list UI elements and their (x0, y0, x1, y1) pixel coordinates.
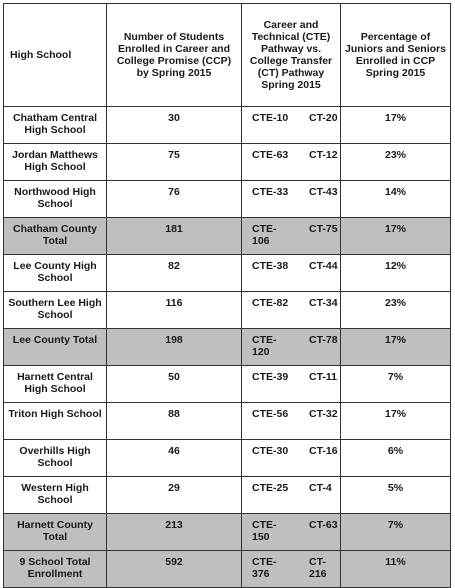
header-enrolled: Number of Students Enrolled in Career and College Promise (CCP) by Spring 2015 (107, 4, 242, 107)
ct-value: CT-43 (309, 186, 338, 198)
pathway-cell (242, 144, 341, 181)
enrolled-count-cell: 46 (107, 440, 242, 477)
table-row (4, 107, 451, 144)
school-name-cell: Overhills High School (4, 440, 107, 477)
pathway-cell (242, 403, 341, 440)
percentage-cell: 11% (341, 551, 451, 588)
enrolled-count-cell: 76 (107, 181, 242, 218)
enrolled-count-cell: 116 (107, 292, 242, 329)
ccp-enrollment-table (3, 3, 451, 588)
percentage-cell: 7% (341, 514, 451, 551)
pathway-cell (242, 551, 341, 588)
table-row (4, 477, 451, 514)
header-pathway: Career and Technical (CTE) Pathway vs. College Transfer (CT) Pathway Spring 2015 (242, 4, 341, 107)
total-row (4, 218, 451, 255)
school-name-cell: Harnett Central High School (4, 366, 107, 403)
enrolled-count-cell: 213 (107, 514, 242, 551)
cte-value: CTE-10 (252, 112, 289, 124)
total-row (4, 551, 451, 588)
cte-value: CTE-33 (252, 186, 289, 198)
school-name-cell: Harnett County Total (4, 514, 107, 551)
cte-value: CTE-38 (252, 260, 289, 272)
enrolled-count-cell: 181 (107, 218, 242, 255)
ct-value: CT-34 (309, 297, 338, 309)
percentage-cell: 17% (341, 218, 451, 255)
ct-value: CT-12 (309, 149, 338, 161)
school-name-cell: Chatham Central High School (4, 107, 107, 144)
pathway-cell (242, 440, 341, 477)
enrolled-count-cell: 50 (107, 366, 242, 403)
ct-value: CT-32 (309, 408, 338, 420)
header-school: High School (4, 4, 107, 107)
percentage-cell: 12% (341, 255, 451, 292)
school-name-cell: Lee County Total (4, 329, 107, 366)
cte-value: CTE-30 (252, 445, 289, 457)
cte-value: CTE-376 (252, 556, 277, 580)
ct-value: CT-216 (309, 556, 327, 580)
header-row (4, 4, 451, 107)
table-row (4, 255, 451, 292)
school-name-cell: Northwood High School (4, 181, 107, 218)
cte-value: CTE-25 (252, 482, 289, 494)
table-row (4, 144, 451, 181)
enrolled-count-cell: 30 (107, 107, 242, 144)
school-name-cell: Chatham County Total (4, 218, 107, 255)
header-percentage: Percentage of Juniors and Seniors Enrolled in CCP Spring 2015 (341, 4, 451, 107)
pathway-cell (242, 218, 341, 255)
percentage-cell: 14% (341, 181, 451, 218)
pathway-cell (242, 514, 341, 551)
percentage-cell: 23% (341, 144, 451, 181)
ct-value: CT-20 (309, 112, 338, 124)
cte-value: CTE-82 (252, 297, 289, 309)
ct-value: CT-63 (309, 519, 338, 531)
school-name-cell: Jordan Matthews High School (4, 144, 107, 181)
ct-value: CT-44 (309, 260, 338, 272)
percentage-cell: 17% (341, 403, 451, 440)
percentage-cell: 7% (341, 366, 451, 403)
percentage-cell: 6% (341, 440, 451, 477)
ct-value: CT-78 (309, 334, 338, 346)
total-row (4, 514, 451, 551)
cte-value: CTE-150 (252, 519, 277, 543)
pathway-cell (242, 181, 341, 218)
percentage-cell: 17% (341, 107, 451, 144)
pathway-cell (242, 107, 341, 144)
ct-value: CT-4 (309, 482, 332, 494)
school-name-cell: Southern Lee High School (4, 292, 107, 329)
table-row (4, 181, 451, 218)
school-name-cell: Triton High School (4, 403, 107, 440)
pathway-cell (242, 255, 341, 292)
enrolled-count-cell: 75 (107, 144, 242, 181)
percentage-cell: 23% (341, 292, 451, 329)
enrolled-count-cell: 198 (107, 329, 242, 366)
enrolled-count-cell: 82 (107, 255, 242, 292)
school-name-cell: Lee County High School (4, 255, 107, 292)
table-row (4, 292, 451, 329)
total-row (4, 329, 451, 366)
cte-value: CTE-63 (252, 149, 289, 161)
cte-value: CTE-56 (252, 408, 289, 420)
pathway-cell (242, 477, 341, 514)
cte-value: CTE-39 (252, 371, 289, 383)
enrolled-count-cell: 592 (107, 551, 242, 588)
ct-value: CT-11 (309, 371, 338, 383)
table-row (4, 403, 451, 440)
enrolled-count-cell: 88 (107, 403, 242, 440)
table-row (4, 366, 451, 403)
cte-value: CTE-106 (252, 223, 277, 247)
pathway-cell (242, 292, 341, 329)
school-name-cell: 9 School Total Enrollment (4, 551, 107, 588)
pathway-cell (242, 329, 341, 366)
pathway-cell (242, 366, 341, 403)
table-row (4, 440, 451, 477)
school-name-cell: Western High School (4, 477, 107, 514)
enrolled-count-cell: 29 (107, 477, 242, 514)
percentage-cell: 17% (341, 329, 451, 366)
ct-value: CT-16 (309, 445, 338, 457)
cte-value: CTE-120 (252, 334, 277, 358)
ct-value: CT-75 (309, 223, 338, 235)
percentage-cell: 5% (341, 477, 451, 514)
